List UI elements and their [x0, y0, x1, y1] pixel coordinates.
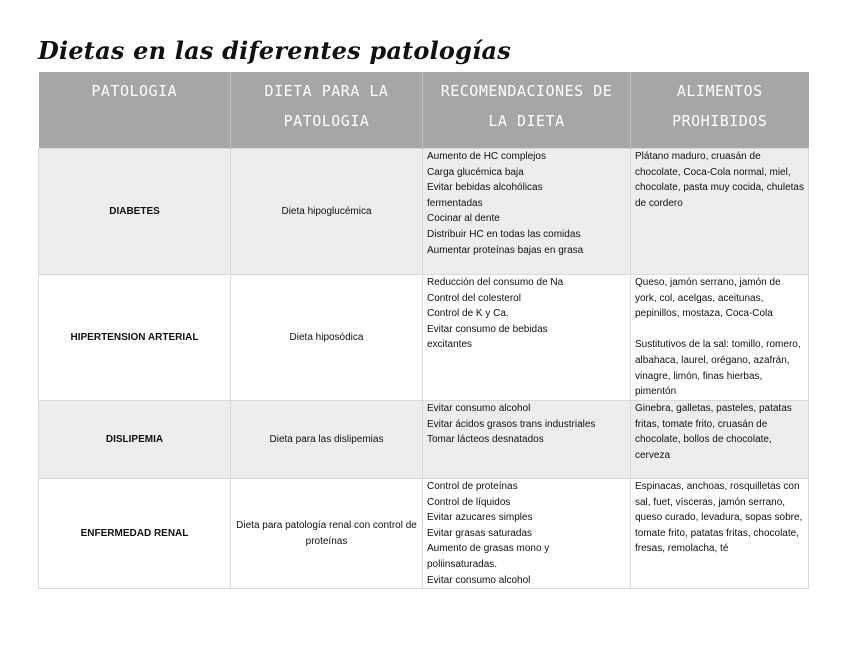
recommendation-line: Evitar consumo alcohol	[427, 574, 531, 586]
table-header-row	[39, 72, 809, 149]
recommendation-line: Control de K y Ca.	[427, 308, 509, 320]
recommendation-line: Aumentar proteínas bajas en grasa	[427, 244, 584, 256]
header-dieta: DIETA PARA LA PATOLOGIA	[231, 72, 423, 149]
forbidden-foods: Ginebra, galletas, pasteles, patatas fritas, tomate frito, cruasán de chocolate, bollos de chocolate, cerveza	[635, 403, 792, 461]
salt-substitutes: Sustitutivos de la sal: tomillo, romero, albahaca, laurel, orégano, azafrán, vinagre, limón, finas hierbas, pimentón	[635, 339, 801, 398]
table-row-diabetes	[39, 149, 809, 275]
recommendation-line: Reducción del consumo de Na	[427, 277, 564, 288]
recommendation-line: Evitar ácidos grasos trans industriales	[427, 418, 596, 430]
cell-recomendaciones	[423, 149, 631, 275]
cell-dieta: Dieta hiposódica	[231, 275, 423, 401]
table-row-renal	[39, 479, 809, 589]
cell-patologia: HIPERTENSION ARTERIAL	[39, 275, 231, 401]
cell-recomendaciones	[423, 479, 631, 589]
forbidden-foods: Espinacas, anchoas, rosquilletas con sal, fuet, vísceras, jamón serrano, queso curado, levadura, sopas sobre, tomate frito, patatas fritas, chocolate, fresas, remolacha, té	[635, 481, 803, 555]
recommendation-line: Evitar bebidas alcohólicas	[427, 182, 543, 194]
page-title: Dietas en las diferentes patologías	[38, 36, 511, 65]
recommendation-line: poliinsaturadas.	[427, 558, 498, 570]
recommendation-line: Aumento de grasas mono y	[427, 543, 550, 555]
cell-prohibidos	[631, 401, 809, 479]
cell-recomendaciones	[423, 401, 631, 479]
recommendation-line: Evitar consumo de bebidas	[427, 323, 548, 335]
header-patologia: PATOLOGIA	[39, 72, 231, 149]
recommendation-line: Evitar azucares simples	[427, 512, 533, 524]
recommendation-line: Cocinar al dente	[427, 213, 500, 225]
recommendation-line: Carga glucémica baja	[427, 166, 524, 178]
forbidden-foods: Plátano maduro, cruasán de chocolate, Coca-Cola normal, miel, chocolate, pasta muy cocida, chuletas de cordero	[635, 151, 804, 209]
cell-patologia: DIABETES	[39, 149, 231, 275]
recommendation-line: Tomar lácteos desnatados	[427, 434, 544, 446]
cell-dieta: Dieta para patología renal con control de proteínas	[231, 479, 423, 589]
header-recomendaciones: RECOMENDACIONES DE LA DIETA	[423, 72, 631, 149]
cell-dieta: Dieta para las dislipemias	[231, 401, 423, 479]
cell-prohibidos	[631, 479, 809, 589]
recommendation-line: Control de proteínas	[427, 481, 518, 492]
table-row-dislipemia	[39, 401, 809, 479]
table-row-hipertension	[39, 275, 809, 401]
recommendation-line: Control del colesterol	[427, 292, 521, 304]
cell-patologia: DISLIPEMIA	[39, 401, 231, 479]
cell-recomendaciones	[423, 275, 631, 401]
recommendation-line: Control de líquidos	[427, 496, 511, 508]
cell-prohibidos	[631, 275, 809, 401]
cell-patologia: ENFERMEDAD RENAL	[39, 479, 231, 589]
cell-dieta: Dieta hipoglucémica	[231, 149, 423, 275]
diet-table	[38, 72, 809, 589]
recommendation-line: Evitar consumo alcohol	[427, 403, 531, 414]
recommendation-line: Aumento de HC complejos	[427, 151, 546, 162]
recommendation-line: fermentadas	[427, 197, 483, 209]
header-prohibidos: ALIMENTOS PROHIBIDOS	[631, 72, 809, 149]
forbidden-foods: Queso, jamón serrano, jamón de york, col, acelgas, aceitunas, pepinillos, mostaza, Coca-Cola	[635, 277, 781, 320]
recommendation-line: excitantes	[427, 339, 473, 351]
cell-prohibidos	[631, 149, 809, 275]
recommendation-line: Distribuir HC en todas las comidas	[427, 228, 581, 240]
recommendation-line: Evitar grasas saturadas	[427, 527, 533, 539]
